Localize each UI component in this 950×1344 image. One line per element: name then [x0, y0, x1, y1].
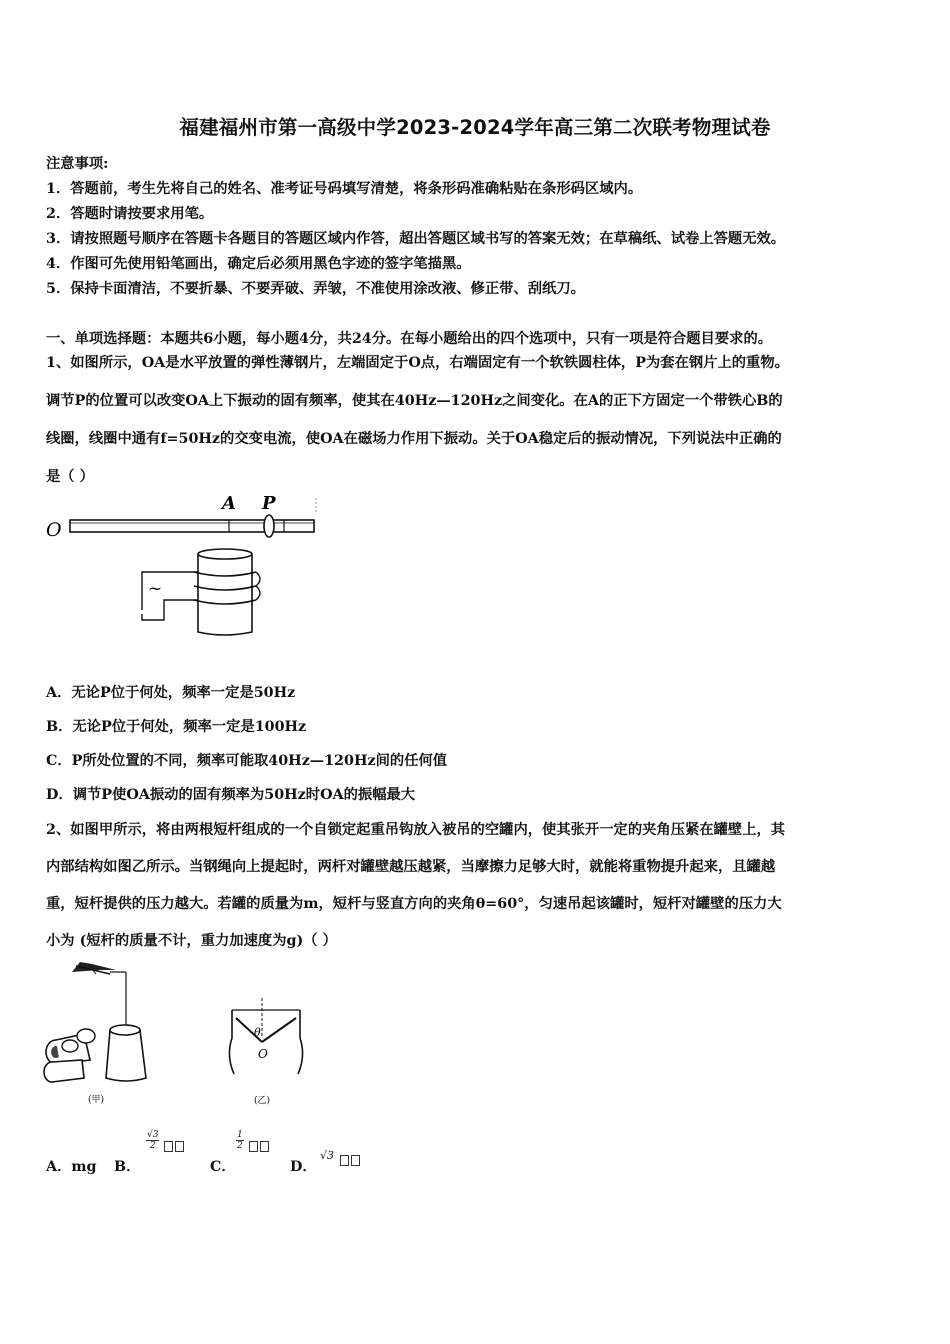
- q2-option-d-value: √3: [320, 1149, 335, 1162]
- q1-option-c: C．P所处位置的不同，频率可能取40Hz—120Hz间的任何值: [46, 753, 448, 769]
- notice-item: 2．答题时请按要求用笔。: [46, 206, 214, 222]
- notice-heading: 注意事项:: [46, 156, 109, 172]
- q2-option-d: D．: [290, 1159, 317, 1175]
- notice-item: 1．答题前，考生先将自己的姓名、准考证号码填写清楚，将条形码准确粘贴在条形码区域内。: [46, 181, 643, 197]
- q1-stem-line: 调节P的位置可以改变OA上下振动的固有频率，使其在40Hz—120Hz之间变化。在A的正下方固定一个带铁心B的: [46, 393, 783, 409]
- q1-option-b: B．无论P位于何处，频率一定是100Hz: [46, 719, 307, 735]
- notice-item: 3．请按照题号顺序在答题卡各题目的答题区域内作答，超出答题区域书写的答案无效；在草稿纸、试卷上答题无效。: [46, 231, 786, 247]
- q2-option-b-fraction: [146, 1130, 159, 1151]
- q2-option-b: B．: [114, 1159, 141, 1175]
- q2-option-a: A．mg: [46, 1159, 97, 1175]
- q2-stem-line: 小为 (短杆的质量不计，重力加速度为g)（ ）: [46, 933, 337, 949]
- q2-option-c-placeholder-icon: [247, 1136, 269, 1155]
- q1-option-d: D．调节P使OA振动的固有频率为50Hz时OA的振幅最大: [46, 787, 416, 803]
- q2-figure-jia: [40, 956, 160, 1106]
- q2-stem-line: 内部结构如图乙所示。当钢绳向上提起时，两杆对罐壁越压越紧，当摩擦力足够大时，就能将重物提升起来，且罐越: [46, 859, 776, 875]
- q1-stem-line: 1、如图所示，OA是水平放置的弹性薄钢片，左端固定于O点，右端固定有一个软铁圆柱体，P为套在钢片上的重物。: [46, 355, 789, 371]
- q1-label-a: A: [222, 493, 236, 514]
- q1-label-p: P: [262, 493, 276, 514]
- notice-item: 4．作图可先使用铅笔画出，确定后必须用黑色字迹的签字笔描黑。: [46, 256, 471, 272]
- q1-figure-steel-strip: [44, 492, 334, 642]
- q2-option-c-fraction: [236, 1130, 244, 1151]
- q1-option-a: A．无论P位于何处，频率一定是50Hz: [46, 685, 296, 701]
- q2-stem-line: 2、如图甲所示，将由两根短杆组成的一个自锁定起重吊钩放入被吊的空罐内，使其张开一定的夹角压紧在罐壁上，其: [46, 822, 786, 838]
- notice-item: 5．保持卡面清洁，不要折暴、不要弄破、弄皱，不准使用涂改液、修正带、刮纸刀。: [46, 281, 585, 297]
- q1-label-ac: ~: [148, 579, 163, 599]
- q2-figure-yi: [218, 998, 318, 1108]
- q2-option-b-placeholder-icon: [162, 1136, 184, 1155]
- q2-stem-line: 重，短杆提供的压力越大。若罐的质量为m，短杆与竖直方向的夹角θ=60°，匀速吊起该罐时，短杆对罐壁的压力大: [46, 896, 782, 912]
- section-heading: 一、单项选择题：本题共6小题，每小题4分，共24分。在每小题给出的四个选项中，只有一项是符合题目要求的。: [46, 331, 773, 347]
- q2-label-o: O: [258, 1047, 268, 1061]
- q2-option-c: C．: [210, 1159, 236, 1175]
- q2-option-d-placeholder-icon: [338, 1150, 360, 1169]
- q2-caption-jia: (甲): [88, 1095, 105, 1105]
- q2-option-b-numerator: √3: [147, 1130, 159, 1140]
- page-title: 福建福州市第一高级中学2023-2024学年高三第二次联考物理试卷: [179, 116, 771, 139]
- q2-label-theta: θ: [254, 1026, 261, 1039]
- q2-option-c-numerator: 1: [237, 1130, 243, 1140]
- q2-option-c-denominator: 2: [237, 1141, 243, 1151]
- q1-stem-line: 是（ ）: [46, 469, 94, 485]
- q1-stem-line: 线圈，线圈中通有f=50Hz的交变电流，使OA在磁场力作用下振动。关于OA稳定后的振动情况，下列说法中正确的: [46, 431, 782, 447]
- q2-option-b-denominator: 2: [149, 1141, 156, 1151]
- q2-caption-yi: (乙): [254, 1096, 271, 1106]
- q1-label-o: O: [46, 519, 62, 541]
